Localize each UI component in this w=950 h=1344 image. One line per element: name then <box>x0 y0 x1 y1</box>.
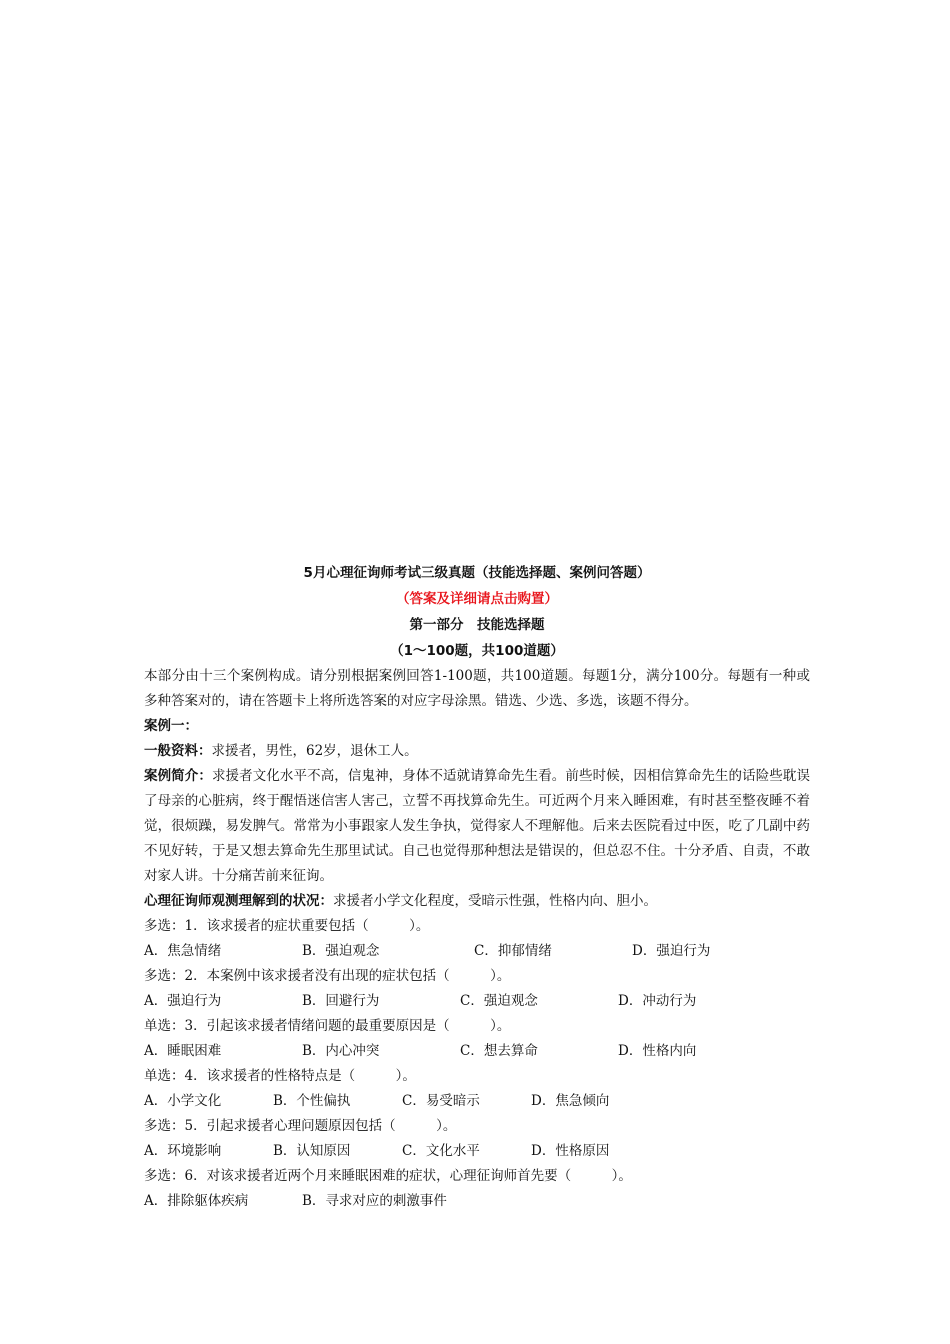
intro-paragraph: 本部分由十三个案例构成。请分别根据案例回答1-100题，共100道题。每题1分，满分100分。每题有一种或多种答案对的，请在答题卡上将所选答案的对应字母涂黑。错选、少选、多选，该题不得分。 <box>144 668 810 709</box>
question-option: C．强迫观念 <box>460 993 538 1009</box>
general-info-text: 求援者，男性，62岁，退休工人。 <box>211 743 418 759</box>
case-intro <box>144 764 810 889</box>
question-option: A．焦急情绪 <box>144 943 222 959</box>
question-option: A．小学文化 <box>144 1093 222 1109</box>
question-options <box>144 989 810 1014</box>
question-stem: 多选：1．该求援者的症状重要包括（ ）。 <box>144 918 430 934</box>
question-stem: 多选：6．对该求援者近两个月来睡眠困难的症状，心理征询师首先要（ ）。 <box>144 1168 632 1184</box>
question-option: B．寻求对应的刺激事件 <box>302 1193 447 1209</box>
question-list <box>144 914 810 1214</box>
question-option: B．认知原因 <box>273 1143 351 1159</box>
question-options <box>144 1139 810 1164</box>
question-stem: 单选：4．该求援者的性格特点是（ ）。 <box>144 1068 416 1084</box>
question-option: C．文化水平 <box>402 1143 480 1159</box>
case-heading: 案例一： <box>144 718 198 734</box>
question-option: B．强迫观念 <box>302 943 380 959</box>
general-info-label: 一般资料： <box>144 743 212 759</box>
case-intro-text: 求援者文化水平不高，信鬼神，身体不适就请算命先生看。前些时候，因相信算命先生的话险些耽误了母亲的心脏病，终于醒悟迷信害人害己，立誓不再找算命先生。可近两个月来入睡困难，有时甚至整夜睡不着觉，很烦躁，易发脾气。常常为小事跟家人发生争执，觉得家人不理解他。后来去医院看过中医，吃了几副中药不见好转，于是又想去算命先生那里试试。自己也觉得那种想法是错误的，但总忍不住。十分矛盾、自责，不敢对家人讲。十分痛苦前来征询。 <box>144 768 810 884</box>
question-option: C．易受暗示 <box>402 1093 480 1109</box>
question-stem: 多选：5．引起求援者心理问题原因包括（ ）。 <box>144 1118 457 1134</box>
question-option: C．想去算命 <box>460 1043 538 1059</box>
question-option: D．焦急倾向 <box>531 1093 610 1109</box>
purchase-link[interactable]: （答案及详细请点击购置） <box>396 591 558 607</box>
question-options <box>144 1039 810 1064</box>
question-option: A．睡眠困难 <box>144 1043 222 1059</box>
question-options <box>144 1089 810 1114</box>
document-title: 5月心理征询师考试三级真题（技能选择题、案例问答题） <box>303 565 651 581</box>
question-option: C．抑郁情绪 <box>474 943 552 959</box>
case-intro-label: 案例简介： <box>144 768 212 784</box>
question-option: A．环境影响 <box>144 1143 222 1159</box>
question-option: D．性格原因 <box>531 1143 610 1159</box>
general-info <box>144 739 810 764</box>
question-options <box>144 939 810 964</box>
question-option: A．排除躯体疾病 <box>144 1193 249 1209</box>
section-range: （1～100题，共100道题） <box>390 643 564 659</box>
question-stem: 多选：2．本案例中该求援者没有出现的症状包括（ ）。 <box>144 968 511 984</box>
question-options <box>144 1189 810 1214</box>
question-option: B．个性偏执 <box>273 1093 351 1109</box>
question-stem: 单选：3．引起该求援者情绪问题的最重要原因是（ ）。 <box>144 1018 511 1034</box>
observation-text: 求援者小学文化程度，受暗示性强，性格内向、胆小。 <box>333 893 657 909</box>
question-option: D．性格内向 <box>618 1043 697 1059</box>
question-option: B．回避行为 <box>302 993 380 1009</box>
observation <box>144 889 810 914</box>
observation-label: 心理征询师观测理解到的状况： <box>144 893 333 909</box>
document-page <box>144 560 810 1214</box>
question-option: D．冲动行为 <box>618 993 697 1009</box>
question-option: B．内心冲突 <box>302 1043 380 1059</box>
question-option: A．强迫行为 <box>144 993 222 1009</box>
section-title: 第一部分 技能选择题 <box>409 617 545 633</box>
question-option: D．强迫行为 <box>632 943 711 959</box>
